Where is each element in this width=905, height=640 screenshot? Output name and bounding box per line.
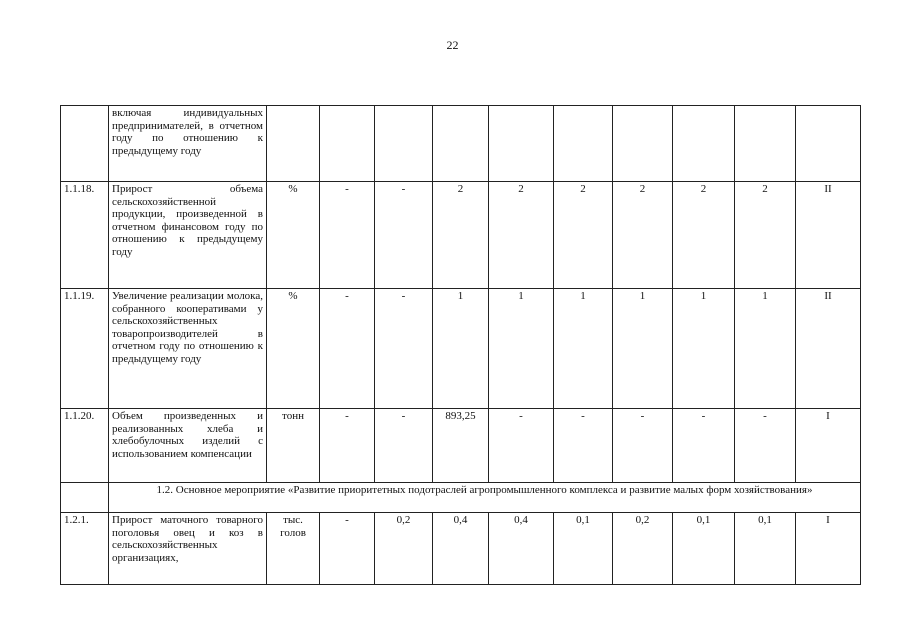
- value-cell: -: [489, 409, 554, 483]
- value-cell: 0,2: [613, 513, 673, 585]
- value-cell: -: [554, 409, 613, 483]
- value-cell: I: [796, 409, 861, 483]
- value-cell: -: [320, 409, 375, 483]
- value-cell: [673, 106, 735, 182]
- value-cell: [320, 106, 375, 182]
- row-number: 1.2.1.: [61, 513, 109, 585]
- value-cell: 0,1: [735, 513, 796, 585]
- value-cell: 893,25: [433, 409, 489, 483]
- table-row: [61, 289, 861, 409]
- value-cell: 1: [673, 289, 735, 409]
- section-spacer: [61, 483, 109, 513]
- value-cell: 1: [735, 289, 796, 409]
- row-number: 1.1.19.: [61, 289, 109, 409]
- unit-cell: [267, 106, 320, 182]
- indicator-description: Прирост объема сельскохозяйственной продукции, произведенной в отчетном финансовом году по отношению к предыдущему году: [109, 182, 267, 289]
- value-cell: II: [796, 289, 861, 409]
- value-cell: [613, 106, 673, 182]
- unit-cell: %: [267, 289, 320, 409]
- value-cell: 2: [735, 182, 796, 289]
- section-row: [61, 483, 861, 513]
- value-cell: 0,4: [489, 513, 554, 585]
- table-row: [61, 182, 861, 289]
- value-cell: 0,1: [673, 513, 735, 585]
- row-number: 1.1.20.: [61, 409, 109, 483]
- value-cell: 2: [613, 182, 673, 289]
- value-cell: -: [375, 409, 433, 483]
- value-cell: 0,2: [375, 513, 433, 585]
- value-cell: 2: [433, 182, 489, 289]
- value-cell: [735, 106, 796, 182]
- value-cell: 1: [554, 289, 613, 409]
- value-cell: [489, 106, 554, 182]
- indicator-table: [60, 105, 861, 585]
- value-cell: [375, 106, 433, 182]
- value-cell: 1: [613, 289, 673, 409]
- table-row: [61, 513, 861, 585]
- value-cell: -: [320, 289, 375, 409]
- section-heading: 1.2. Основное мероприятие «Развитие приоритетных подотраслей агропромышленного комплекса и развитие малых форм хозяйствования»: [109, 483, 861, 513]
- table-row: [61, 409, 861, 483]
- row-number: [61, 106, 109, 182]
- value-cell: 1: [489, 289, 554, 409]
- value-cell: -: [613, 409, 673, 483]
- value-cell: 0,1: [554, 513, 613, 585]
- value-cell: II: [796, 182, 861, 289]
- value-cell: 2: [489, 182, 554, 289]
- row-number: 1.1.18.: [61, 182, 109, 289]
- value-cell: -: [320, 182, 375, 289]
- indicator-description: Прирост маточного товарного поголовья овец и коз в сельскохозяйственных организациях,: [109, 513, 267, 585]
- table-row: [61, 106, 861, 182]
- value-cell: I: [796, 513, 861, 585]
- value-cell: 1: [433, 289, 489, 409]
- value-cell: [433, 106, 489, 182]
- indicator-description: Объем произведенных и реализованных хлеба и хлебобулочных изделий с использованием компенсации: [109, 409, 267, 483]
- value-cell: [554, 106, 613, 182]
- value-cell: -: [375, 182, 433, 289]
- unit-cell: тонн: [267, 409, 320, 483]
- unit-cell: тыс. голов: [267, 513, 320, 585]
- value-cell: 0,4: [433, 513, 489, 585]
- value-cell: -: [673, 409, 735, 483]
- page-number: 22: [446, 38, 459, 52]
- value-cell: -: [735, 409, 796, 483]
- value-cell: [796, 106, 861, 182]
- value-cell: -: [375, 289, 433, 409]
- indicator-description: Увеличение реализации молока, собранного кооперативами у сельскохозяйственных товаропроизводителей в отчетном году по отношению к предыдущему году: [109, 289, 267, 409]
- unit-cell: %: [267, 182, 320, 289]
- value-cell: 2: [554, 182, 613, 289]
- indicator-description: включая индивидуальных предпринимателей, в отчетном году по отношению к предыдущему году: [109, 106, 267, 182]
- value-cell: 2: [673, 182, 735, 289]
- value-cell: -: [320, 513, 375, 585]
